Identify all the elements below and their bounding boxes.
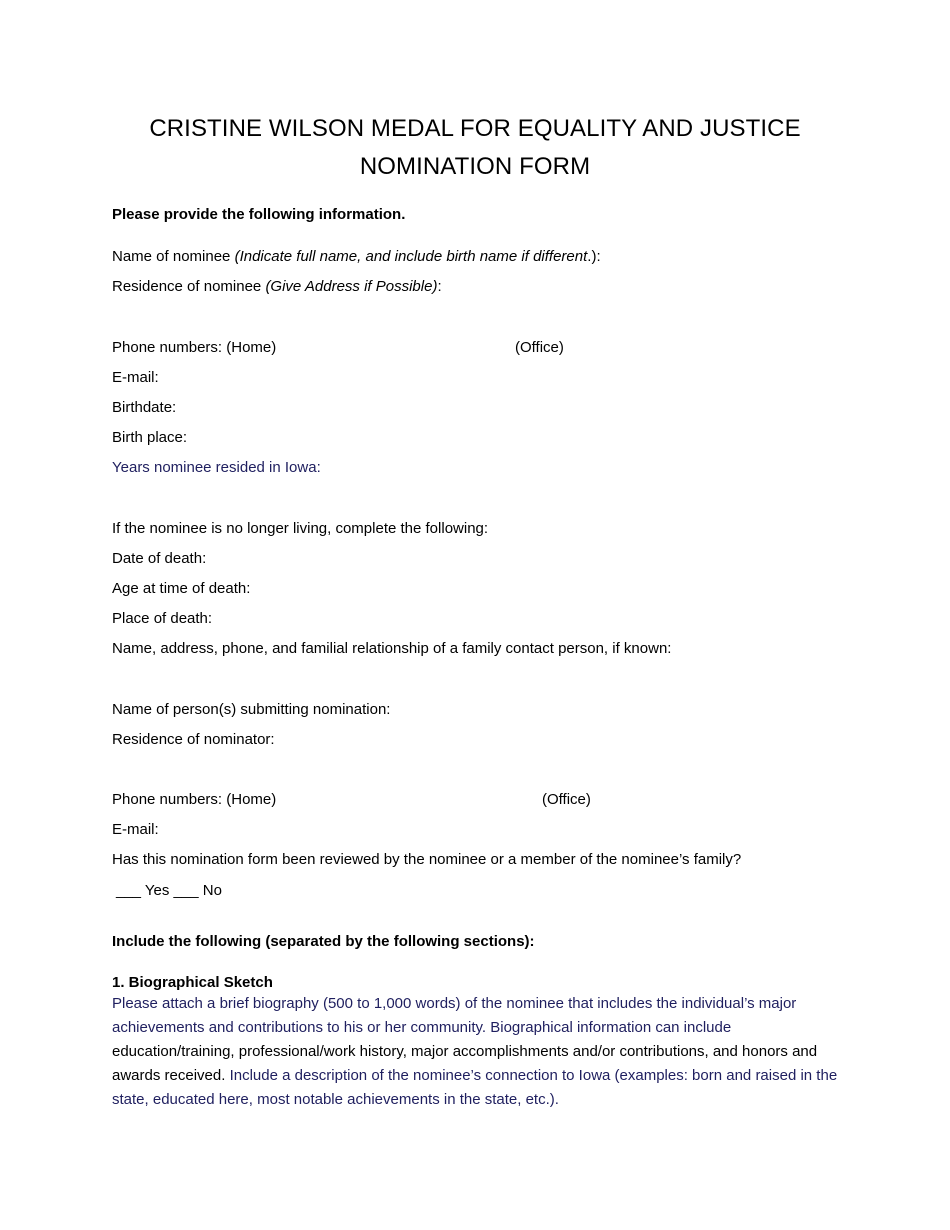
nominee-residence-field [112, 277, 442, 297]
family-contact-label: Name, address, phone, and familial relationship of a family contact person, if known: [112, 640, 672, 657]
nominee-phone-home-label: Phone numbers: (Home) [112, 339, 277, 356]
nominee-birthplace-label: Birth place: [112, 429, 188, 446]
section1-text-a: Please attach a brief biography (500 to 1,000 words) of the nominee that includes the individual’s major achievements and contributions to his or her community. Biographical information can include [112, 995, 797, 1036]
section1-text-b: education/training, professional/work history, major accomplishments and/or contributions, and honors and awards received. [112, 1043, 818, 1084]
intro-instruction: Please provide the following information. [112, 206, 406, 223]
nominee-name-label: Name of nominee [112, 248, 235, 265]
section1-description [112, 992, 842, 1112]
form-title-line-1: CRISTINE WILSON MEDAL FOR EQUALITY AND JUSTICE [149, 115, 801, 142]
nominator-name-label: Name of person(s) submitting nomination: [112, 701, 391, 718]
include-heading: Include the following (separated by the following sections): [112, 933, 535, 950]
nominee-residence-colon: : [437, 278, 442, 295]
nominator-phone-office-label: (Office) [542, 791, 591, 808]
section1-heading: 1. Biographical Sketch [112, 974, 273, 991]
nominee-residence-hint: (Give Address if Possible) [265, 278, 438, 295]
nominee-email-label: E-mail: [112, 369, 159, 386]
deceased-intro: If the nominee is no longer living, complete the following: [112, 520, 489, 537]
nominee-name-field [112, 247, 601, 267]
nominator-phone-home-label: Phone numbers: (Home) [112, 791, 277, 808]
nominee-name-colon: : [596, 248, 601, 265]
nominee-name-hint-end: .) [587, 248, 597, 265]
nominee-name-hint: (Indicate full name, and include birth name if different [234, 248, 588, 265]
date-of-death-label: Date of death: [112, 550, 207, 567]
review-question: Has this nomination form been reviewed by the nominee or a member of the nominee’s family? [112, 851, 742, 868]
place-of-death-label: Place of death: [112, 610, 213, 627]
nominee-birthdate-label: Birthdate: [112, 399, 177, 416]
nominator-email-label: E-mail: [112, 821, 159, 838]
nominee-residence-label: Residence of nominee [112, 278, 266, 295]
age-at-death-label: Age at time of death: [112, 580, 251, 597]
nominator-residence-label: Residence of nominator: [112, 731, 275, 748]
nominee-years-iowa-label: Years nominee resided in Iowa: [112, 459, 321, 476]
nominee-phone-office-label: (Office) [515, 339, 564, 356]
review-yes-no-options: ___ Yes ___ No [116, 882, 222, 899]
form-title-line-2: NOMINATION FORM [359, 153, 591, 180]
section1-text-c: Include a description of the nominee’s connection to Iowa (examples: born and raised in the state, educated here, most notable achievements in the state, etc.). [112, 1067, 838, 1108]
